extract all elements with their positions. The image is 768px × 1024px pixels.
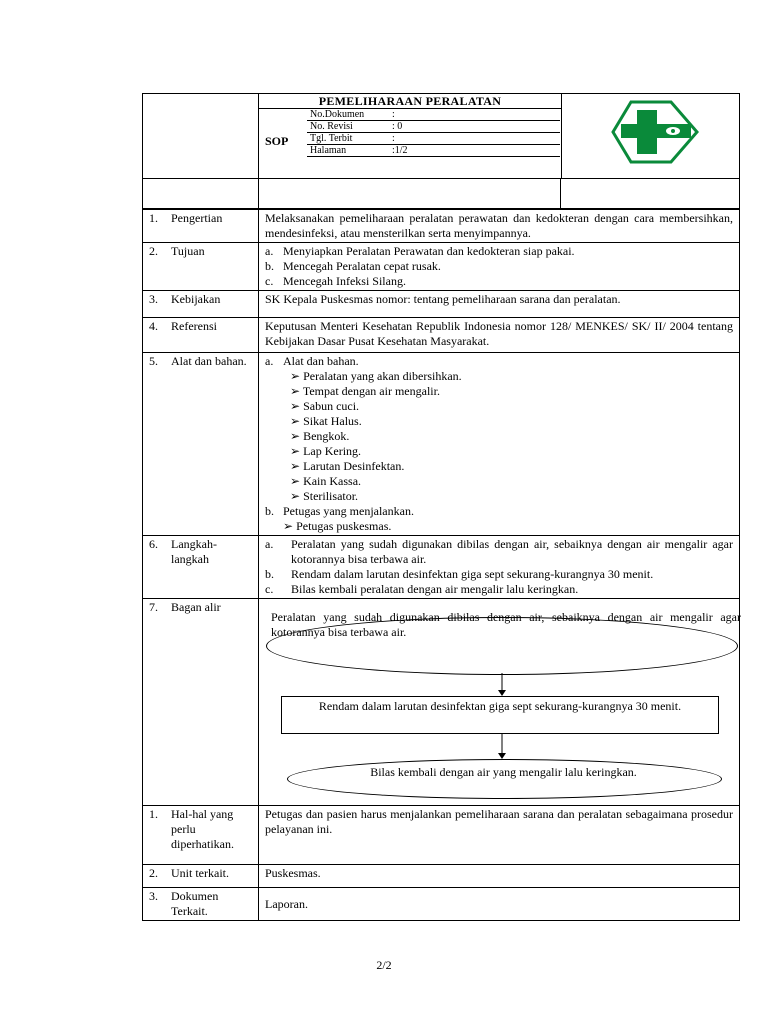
table-row: 5. Alat dan bahan. a. Alat dan bahan. ➢ Peralatan yang akan dibersihkan. ➢ Tempat dengan air mengalir. ➢ Sabun cuci. ➢ Sikat Halus. ➢ Bengkok. ➢ Lap Kering. ➢ Larutan Desinfektan. ➢ Kain Kassa. ➢ Sterilisator. b. Petugas yang menjalankan. ➢ Petugas puskesmas. [143,353,740,536]
table-row: 6. Langkah-langkah a. Peralatan yang sudah digunakan dibilas dengan air, sebaiknya dengan air mengalir agar kotorannya bisa terbawa air. b. Rendam dalam larutan desinfektan giga sept sekurang-kurangnya 30 menit. c. Bilas kembali peralatan dengan air mengalir lalu keringkan. [143,536,740,599]
list-item: a. Peralatan yang sudah digunakan dibilas dengan air, sebaiknya dengan air mengalir agar kotorannya bisa terbawa air. [265,537,733,566]
list-item: ➢ Bengkok. [290,429,350,443]
list-item: ➢ Lap Kering. [290,444,362,458]
header-spacer-row [142,179,740,209]
page-number: 2/2 [376,958,392,972]
flow-step-3: Bilas kembali dengan air yang mengalir lalu keringkan. [370,765,637,779]
document-title: PEMELIHARAAN PERALATAN [259,94,561,109]
document-meta [307,109,560,157]
table-row: 1. Hal-hal yang perlu diperhatikan. Petugas dan pasien harus menjalankan pemeliharaan sarana dan peralatan sebagaimana prosedur pelayanan ini. [143,806,740,865]
list-item: b. Mencegah Peralatan cepat rusak. [265,259,441,273]
table-row: 1. Pengertian Melaksanakan pemeliharaan peralatan perawatan dan kedokteran dengan cara membersihkan, mendesinfeksi, atau mensterilkan serta menyimpannya. [143,210,740,243]
list-item: ➢ Petugas puskesmas. [283,519,392,533]
table-row: 3. Kebijakan SK Kepala Puskesmas nomor: tentang pemeliharaan sarana dan peralatan. [143,291,740,318]
list-item: c. Bilas kembali peralatan dengan air mengalir lalu keringkan. [265,582,579,596]
list-item: ➢ Peralatan yang akan dibersihkan. [290,369,462,383]
flow-step-2: Rendam dalam larutan desinfektan giga sept sekurang-kurangnya 30 menit. [281,696,719,734]
list-item: ➢ Sikat Halus. [290,414,362,428]
list-item: ➢ Sabun cuci. [290,399,360,413]
list-head: b. Petugas yang menjalankan. [265,504,414,518]
sop-table [142,209,740,921]
table-row: 2. Unit terkait. Puskesmas. [143,865,740,888]
table-row: 3. Dokumen Terkait. Laporan. [143,888,740,921]
table-row: 4. Referensi Keputusan Menteri Kesehatan Republik Indonesia nomor 128/ MENKES/ SK/ II/ 2004 tentang Kebijakan Dasar Pusat Kesehatan Masyarakat. [143,318,740,353]
sop-header-left [143,94,258,178]
flow-step-1: Peralatan yang sudah digunakan dibilas dengan air, sebaiknya dengan air mengalir agar kotorannya bisa terbawa air. [271,610,741,639]
list-item: a. Menyiapkan Peralatan Perawatan dan kedokteran siap pakai. [265,244,575,258]
meta-row: No.Dokumen : [307,109,560,121]
flowchart [259,599,739,805]
list-item: c. Mencegah Infeksi Silang. [265,274,406,288]
list-item: ➢ Tempat dengan air mengalir. [290,384,440,398]
table-row: 2. Tujuan a. Menyiapkan Peralatan Perawatan dan kedokteran siap pakai. b. Mencegah Peralatan cepat rusak. c. Mencegah Infeksi Silang. [143,243,740,291]
sop-label: SOP [265,134,289,148]
list-item: ➢ Sterilisator. [290,489,359,503]
sop-document [142,93,740,921]
list-head: a. Alat dan bahan. [265,354,359,368]
list-item: ➢ Kain Kassa. [290,474,362,488]
meta-row: Tgl. Terbit : [307,133,560,145]
list-item: b. Rendam dalam larutan desinfektan giga sept sekurang-kurangnya 30 menit. [265,567,654,581]
sop-header [142,93,740,179]
meta-row: Halaman :1/2 [307,145,560,157]
list-item: ➢ Larutan Desinfektan. [290,459,405,473]
table-row: 7. Bagan alir Peralatan yang sudah digunakan dibilas dengan air, sebaiknya dengan air mengalir agar kotorannya bisa terbawa air. Rendam dalam larutan desinfektan giga sept sekurang-kurangnya 30 menit. Bilas kembali dengan air yang mengalir lalu keringkan. [143,599,740,806]
puskesmas-logo-icon [561,94,741,178]
meta-row: No. Revisi : 0 [307,121,560,133]
